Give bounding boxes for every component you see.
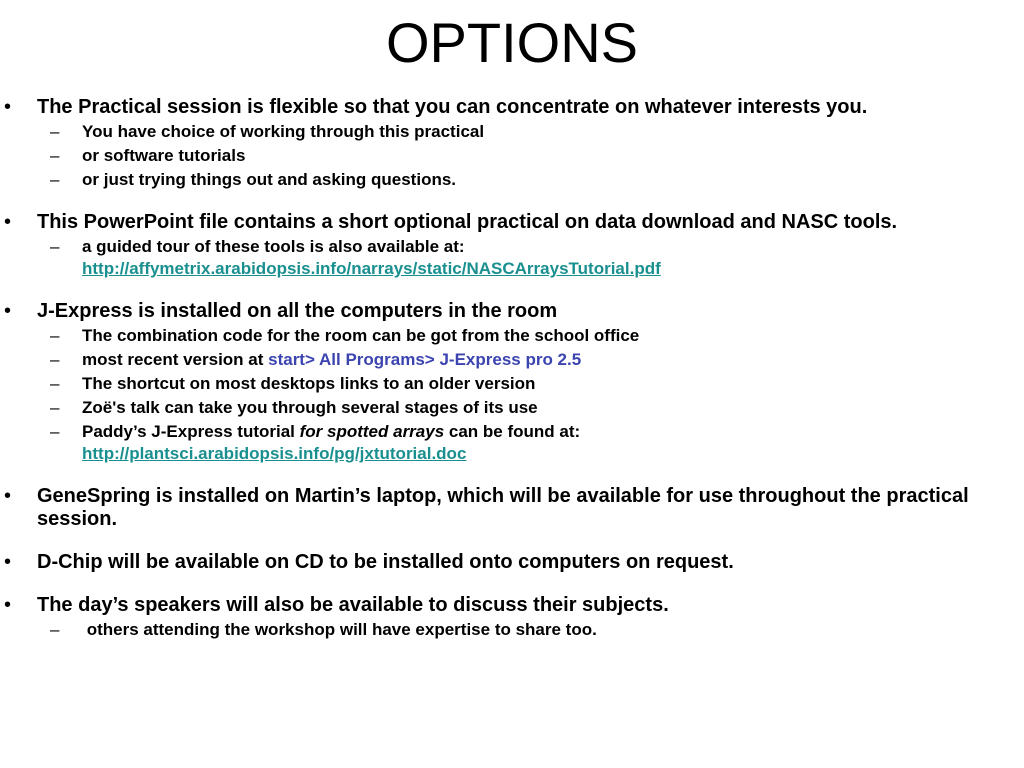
sub-bullet-text: can be found at: (444, 422, 581, 441)
bullet-icon: • (4, 551, 12, 573)
sub-bullet-text: You have choice of working through this practical (82, 122, 485, 141)
bullet-icon: • (4, 485, 12, 507)
sub-bullet (0, 119, 1010, 143)
jxtutorial-link[interactable]: http://plantsci.arabidopsis.info/pg/jxtutorial.doc (82, 444, 467, 463)
bullet-icon: • (4, 300, 12, 322)
sub-bullet-text: most recent version at (82, 350, 269, 369)
sub-bullet-text: The combination code for the room can be got from the school office (82, 326, 640, 345)
slide-content (0, 96, 1010, 641)
sub-bullet (0, 167, 1010, 191)
dash-icon: – (50, 398, 60, 417)
spacer (0, 191, 1010, 211)
bullet-text: This PowerPoint file contains a short optional practical on data download and NASC tools. (37, 211, 898, 233)
slide-title: OPTIONS (385, 11, 639, 74)
sub-bullet (0, 395, 1010, 419)
bullet-text: The day’s speakers will also be available to discuss their subjects. (37, 594, 669, 616)
sub-bullet (0, 347, 1010, 371)
bullet-powerpoint-file (0, 211, 1010, 234)
sub-bullet (0, 617, 1010, 641)
bullet-d-chip (0, 551, 1010, 574)
sub-bullet-text: Paddy’s J-Express tutorial (82, 422, 300, 441)
dash-icon: – (50, 326, 60, 345)
bullet-speakers (0, 594, 1010, 617)
bullet-icon: • (4, 594, 12, 616)
spacer (0, 465, 1010, 485)
bullet-text: J-Express is installed on all the computers in the room (37, 300, 558, 322)
spacer (0, 574, 1010, 594)
dash-icon: – (50, 170, 60, 189)
dash-icon: – (50, 237, 60, 256)
bullet-icon: • (4, 96, 12, 118)
sub-bullet (0, 234, 1010, 280)
bullet-practical-session (0, 96, 1010, 119)
dash-icon: – (50, 122, 60, 141)
emphasis-text: for spotted arrays (299, 422, 445, 441)
sub-bullet-text: or just trying things out and asking questions. (82, 170, 457, 189)
sub-bullet-text: others attending the workshop will have expertise to share too. (82, 620, 597, 639)
program-path: start> All Programs> J-Express pro 2.5 (268, 350, 582, 369)
dash-icon: – (50, 620, 60, 639)
sub-bullet-text: a guided tour of these tools is also available at: (82, 237, 465, 256)
bullet-icon: • (4, 211, 12, 233)
sub-bullet (0, 419, 1010, 465)
dash-icon: – (50, 374, 60, 393)
bullet-genespring (0, 485, 1010, 531)
sub-bullet-text: The shortcut on most desktops links to an older version (82, 374, 536, 393)
bullet-text: GeneSpring is installed on Martin’s laptop, which will be available for use throughout the practical session. (37, 485, 969, 530)
bullet-j-express (0, 300, 1010, 323)
spacer (0, 280, 1010, 300)
sub-bullet (0, 143, 1010, 167)
dash-icon: – (50, 350, 60, 369)
bullet-text: D-Chip will be available on CD to be installed onto computers on request. (37, 551, 734, 573)
sub-bullet-text: Zoë's talk can take you through several stages of its use (82, 398, 538, 417)
nasc-tutorial-link[interactable]: http://affymetrix.arabidopsis.info/narrays/static/NASCArraysTutorial.pdf (82, 259, 661, 278)
bullet-text: The Practical session is flexible so that you can concentrate on whatever interests you. (37, 96, 868, 118)
sub-bullet-text: or software tutorials (82, 146, 246, 165)
sub-bullet (0, 323, 1010, 347)
dash-icon: – (50, 146, 60, 165)
dash-icon: – (50, 422, 60, 441)
spacer (0, 531, 1010, 551)
sub-bullet (0, 371, 1010, 395)
